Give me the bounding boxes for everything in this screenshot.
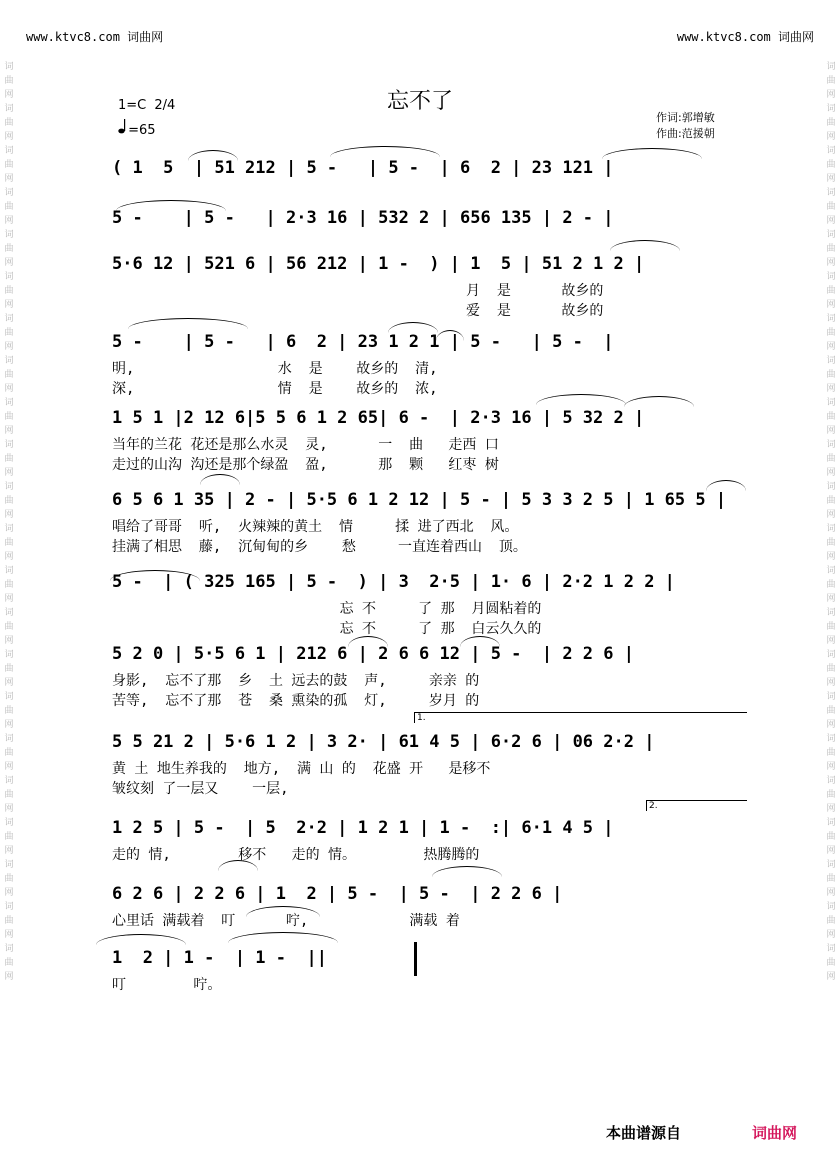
margin-watermark-right: 词曲网词曲网词曲网词曲网词曲网词曲网词曲网词曲网词曲网词曲网词曲网词曲网词曲网词曲网词曲网词曲网词曲网词曲网词曲网词曲网词曲网词曲网: [826, 62, 836, 982]
slur-mark: [388, 322, 438, 333]
notation-row: 5 - | 5 - | 2·3 16 | 532 2 | 656 135 | 2 - |: [112, 208, 614, 228]
margin-watermark-left: 词曲网词曲网词曲网词曲网词曲网词曲网词曲网词曲网词曲网词曲网词曲网词曲网词曲网词曲网词曲网词曲网词曲网词曲网词曲网词曲网词曲网词曲网: [4, 62, 14, 982]
lyric-line-1: 黄 土 地生养我的 地方, 满 山 的 花盛 开 是移不: [112, 761, 491, 777]
footer-label: 本曲谱源自: [606, 1124, 682, 1142]
tempo-value: =65: [128, 123, 156, 138]
composer: 作曲:范援朝: [656, 127, 715, 140]
site-url-right[interactable]: www.ktvc8.com 词曲网: [676, 30, 814, 44]
notation-row: 5 - | ( 325 165 | 5 - ) | 3 2·5 | 1· 6 | 2·2 1 2 2 |: [112, 572, 675, 592]
notation-row: 1 2 | 1 - | 1 - ||: [112, 948, 327, 968]
slur-mark: [96, 934, 186, 945]
final-barline: [414, 942, 417, 976]
slur-mark: [116, 200, 226, 211]
volta-first: 1.: [414, 712, 747, 723]
slur-mark: [330, 146, 440, 157]
notation-row: ( 1 5 | 51 212 | 5 - | 5 - | 6 2 | 23 121 |: [112, 158, 614, 178]
time-signature: 2/4: [154, 98, 176, 113]
notation-row: 1 5 1 |2 12 6|5 5 6 1 2 65| 6 - | 2·3 16 | 5 32 2 |: [112, 408, 645, 428]
slur-mark: [706, 480, 746, 491]
slur-mark: [602, 148, 702, 159]
lyric-line-1: 走的 情, 移不 走的 情。 热腾腾的: [112, 847, 480, 863]
lyric-line-2: 走过的山沟 沟还是那个绿盈 盈, 那 颗 红枣 树: [112, 457, 499, 473]
notation-row: 6 2 6 | 2 2 6 | 1 2 | 5 - | 5 - | 2 2 6 |: [112, 884, 563, 904]
notation-row: 1 2 5 | 5 - | 5 2·2 | 1 2 1 | 1 - :| 6·1 4 5 |: [112, 818, 614, 838]
lyric-line-2: 爱 是 故乡的: [112, 303, 604, 319]
notation-row: 5 5 21 2 | 5·6 1 2 | 3 2· | 61 4 5 | 6·2 6 | 06 2·2 |: [112, 732, 655, 752]
song-title: 忘不了: [386, 89, 453, 114]
lyric-line-2: 深, 情 是 故乡的 浓,: [112, 381, 438, 397]
lyric-line-1: 叮 咛。: [112, 977, 222, 993]
site-url-left[interactable]: www.ktvc8.com 词曲网: [26, 30, 164, 44]
lyric-line-2: 苦等, 忘不了那 苍 桑 熏染的孤 灯, 岁月 的: [112, 693, 480, 709]
lyric-line-1: 心里话 满载着 叮 咛, 满载 着: [112, 913, 460, 929]
slur-mark: [200, 474, 240, 485]
notation-row: 5·6 12 | 521 6 | 56 212 | 1 - ) | 1 5 | 51 2 1 2 |: [112, 254, 645, 274]
lyric-line-2: 皱纹刻 了一层又 一层,: [112, 781, 289, 797]
volta-second: 2.: [646, 800, 747, 811]
lyric-line-1: 身影, 忘不了那 乡 土 远去的鼓 声, 亲亲 的: [112, 673, 480, 689]
lyric-line-2: 挂满了相思 藤, 沉甸甸的乡 愁 一直连着西山 顶。: [112, 539, 527, 555]
footer-brand[interactable]: 词曲网: [752, 1124, 798, 1142]
slur-mark: [188, 150, 238, 161]
lyric-line-1: 明, 水 是 故乡的 清,: [112, 361, 438, 377]
slur-mark: [610, 240, 680, 251]
notation-row: 5 - | 5 - | 6 2 | 23 1 2 1 | 5 - | 5 - |: [112, 332, 614, 352]
slur-mark: [432, 866, 502, 877]
lyricist: 作词:郭增敏: [656, 111, 715, 124]
key-label: 1=C: [118, 98, 147, 113]
lyric-line-1: 忘 不 了 那 月圆粘着的: [112, 601, 542, 617]
slur-mark: [228, 932, 338, 943]
notation-row: 5 2 0 | 5·5 6 1 | 212 6 | 2 6 6 12 | 5 - | 2 2 6 |: [112, 644, 634, 664]
lyric-line-2: 忘 不 了 那 白云久久的: [112, 621, 542, 637]
lyric-line-1: 唱给了哥哥 听, 火辣辣的黄土 情 揉 进了西北 风。: [112, 519, 519, 535]
lyric-line-1: 当年的兰花 花还是那么水灵 灵, 一 曲 走西 口: [112, 437, 499, 453]
lyric-line-1: 月 是 故乡的: [112, 283, 604, 299]
notation-row: 6 5 6 1 35 | 2 - | 5·5 6 1 2 12 | 5 - | 5 3 3 2 5 | 1 65 5 |: [112, 490, 727, 510]
